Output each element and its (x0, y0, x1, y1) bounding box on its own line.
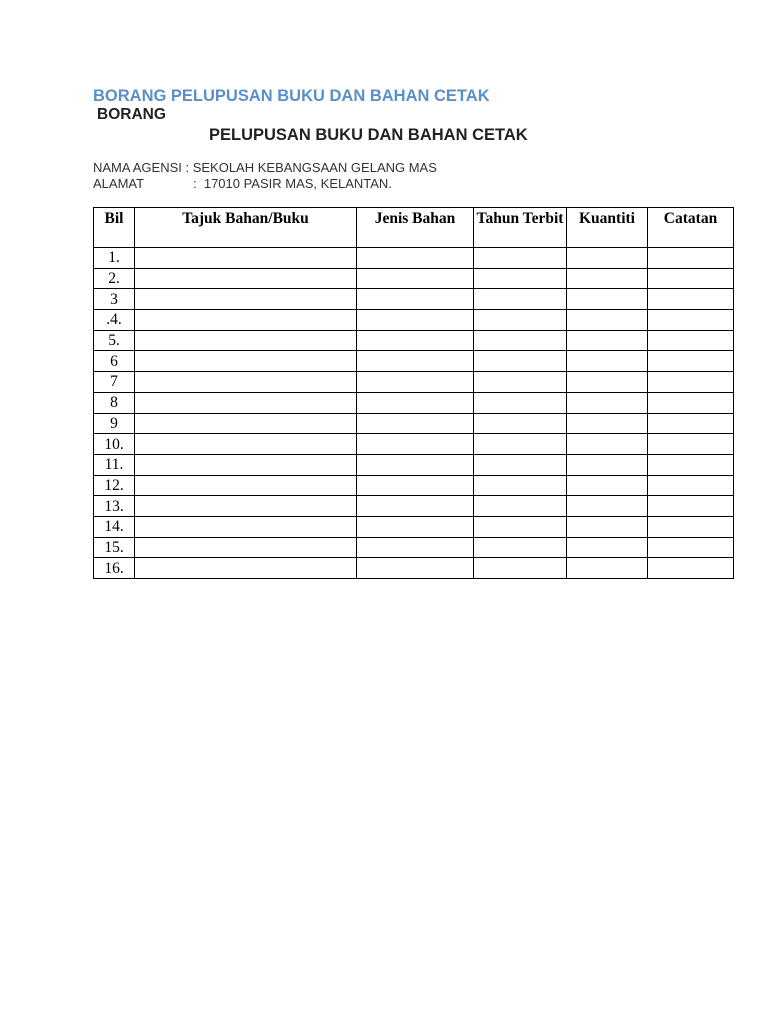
document-subtitle-line2: PELUPUSAN BUKU DAN BAHAN CETAK (209, 126, 528, 144)
tajuk-cell[interactable] (135, 268, 357, 289)
kuantiti-cell[interactable] (567, 351, 648, 372)
jenis-cell[interactable] (357, 558, 474, 579)
tahun-cell[interactable] (474, 351, 567, 372)
tajuk-cell[interactable] (135, 558, 357, 579)
jenis-cell[interactable] (357, 372, 474, 393)
kuantiti-cell[interactable] (567, 475, 648, 496)
table-row (94, 413, 734, 434)
row-number: 8 (94, 392, 135, 413)
tahun-cell[interactable] (474, 330, 567, 351)
tajuk-cell[interactable] (135, 537, 357, 558)
tajuk-cell[interactable] (135, 351, 357, 372)
kuantiti-cell[interactable] (567, 268, 648, 289)
table-row (94, 289, 734, 310)
table-row (94, 454, 734, 475)
row-number: 9 (94, 413, 135, 434)
row-number: 7 (94, 372, 135, 393)
catatan-cell[interactable] (648, 454, 734, 475)
header-catatan: Catatan (648, 208, 734, 248)
document-subtitle-line1: BORANG (97, 106, 166, 123)
catatan-cell[interactable] (648, 372, 734, 393)
agency-row (93, 160, 437, 175)
agency-value: SEKOLAH KEBANGSAAN GELANG MAS (192, 160, 437, 175)
header-kuantiti: Kuantiti (567, 208, 648, 248)
row-number: 5. (94, 330, 135, 351)
row-number: 1. (94, 248, 135, 269)
table-body (94, 248, 734, 579)
jenis-cell[interactable] (357, 392, 474, 413)
tajuk-cell[interactable] (135, 516, 357, 537)
kuantiti-cell[interactable] (567, 454, 648, 475)
address-label: ALAMAT (93, 176, 145, 191)
row-number: 10. (94, 434, 135, 455)
table-row (94, 268, 734, 289)
jenis-cell[interactable] (357, 351, 474, 372)
tajuk-cell[interactable] (135, 475, 357, 496)
catatan-cell[interactable] (648, 310, 734, 331)
tajuk-cell[interactable] (135, 434, 357, 455)
table-row (94, 330, 734, 351)
row-number: 13. (94, 496, 135, 517)
row-number: 12. (94, 475, 135, 496)
jenis-cell[interactable] (357, 537, 474, 558)
catatan-cell[interactable] (648, 558, 734, 579)
header-jenis: Jenis Bahan (357, 208, 474, 248)
row-number: 6 (94, 351, 135, 372)
jenis-cell[interactable] (357, 516, 474, 537)
jenis-cell[interactable] (357, 413, 474, 434)
table-row (94, 434, 734, 455)
row-number: 11. (94, 454, 135, 475)
table-row (94, 372, 734, 393)
kuantiti-cell[interactable] (567, 434, 648, 455)
tajuk-cell[interactable] (135, 454, 357, 475)
catatan-cell[interactable] (648, 516, 734, 537)
header-tajuk: Tajuk Bahan/Buku (135, 208, 357, 248)
tahun-cell[interactable] (474, 372, 567, 393)
jenis-cell[interactable] (357, 248, 474, 269)
table-row (94, 351, 734, 372)
row-number: 14. (94, 516, 135, 537)
table-row (94, 516, 734, 537)
tahun-cell[interactable] (474, 454, 567, 475)
tajuk-cell[interactable] (135, 289, 357, 310)
catatan-cell[interactable] (648, 537, 734, 558)
kuantiti-cell[interactable] (567, 413, 648, 434)
tahun-cell[interactable] (474, 392, 567, 413)
tahun-cell[interactable] (474, 496, 567, 517)
catatan-cell[interactable] (648, 268, 734, 289)
row-number: 3 (94, 289, 135, 310)
catatan-cell[interactable] (648, 392, 734, 413)
tahun-cell[interactable] (474, 268, 567, 289)
jenis-cell[interactable] (357, 310, 474, 331)
catatan-cell[interactable] (648, 413, 734, 434)
table-header-row (94, 208, 734, 248)
catatan-cell[interactable] (648, 330, 734, 351)
header-tahun: Tahun Terbit (474, 208, 567, 248)
agency-label: NAMA AGENSI : (93, 160, 193, 175)
address-value: : 17010 PASIR MAS, KELANTAN. (193, 176, 392, 191)
document-title: BORANG PELUPUSAN BUKU DAN BAHAN CETAK (93, 87, 490, 105)
tahun-cell[interactable] (474, 558, 567, 579)
kuantiti-cell[interactable] (567, 558, 648, 579)
catatan-cell[interactable] (648, 351, 734, 372)
catatan-cell[interactable] (648, 434, 734, 455)
kuantiti-cell[interactable] (567, 248, 648, 269)
row-number: 16. (94, 558, 135, 579)
catatan-cell[interactable] (648, 496, 734, 517)
jenis-cell[interactable] (357, 268, 474, 289)
table-row (94, 496, 734, 517)
catatan-cell[interactable] (648, 289, 734, 310)
jenis-cell[interactable] (357, 330, 474, 351)
tahun-cell[interactable] (474, 289, 567, 310)
table-row (94, 558, 734, 579)
kuantiti-cell[interactable] (567, 537, 648, 558)
table-row (94, 310, 734, 331)
tahun-cell[interactable] (474, 516, 567, 537)
jenis-cell[interactable] (357, 475, 474, 496)
kuantiti-cell[interactable] (567, 372, 648, 393)
jenis-cell[interactable] (357, 454, 474, 475)
tahun-cell[interactable] (474, 413, 567, 434)
header-bil: Bil (94, 208, 135, 248)
tajuk-cell[interactable] (135, 248, 357, 269)
tajuk-cell[interactable] (135, 413, 357, 434)
jenis-cell[interactable] (357, 496, 474, 517)
tajuk-cell[interactable] (135, 392, 357, 413)
tahun-cell[interactable] (474, 310, 567, 331)
catatan-cell[interactable] (648, 248, 734, 269)
kuantiti-cell[interactable] (567, 496, 648, 517)
catatan-cell[interactable] (648, 475, 734, 496)
tahun-cell[interactable] (474, 537, 567, 558)
row-number: 15. (94, 537, 135, 558)
table-row (94, 392, 734, 413)
table-row (94, 537, 734, 558)
row-number: 2. (94, 268, 135, 289)
tajuk-cell[interactable] (135, 372, 357, 393)
tahun-cell[interactable] (474, 475, 567, 496)
kuantiti-cell[interactable] (567, 392, 648, 413)
tahun-cell[interactable] (474, 248, 567, 269)
address-row (93, 176, 392, 191)
disposal-table (93, 207, 734, 579)
tajuk-cell[interactable] (135, 330, 357, 351)
tajuk-cell[interactable] (135, 496, 357, 517)
row-number: .4. (94, 310, 135, 331)
jenis-cell[interactable] (357, 289, 474, 310)
table-row (94, 475, 734, 496)
tahun-cell[interactable] (474, 434, 567, 455)
kuantiti-cell[interactable] (567, 289, 648, 310)
tajuk-cell[interactable] (135, 310, 357, 331)
kuantiti-cell[interactable] (567, 330, 648, 351)
jenis-cell[interactable] (357, 434, 474, 455)
kuantiti-cell[interactable] (567, 516, 648, 537)
table-row (94, 248, 734, 269)
kuantiti-cell[interactable] (567, 310, 648, 331)
